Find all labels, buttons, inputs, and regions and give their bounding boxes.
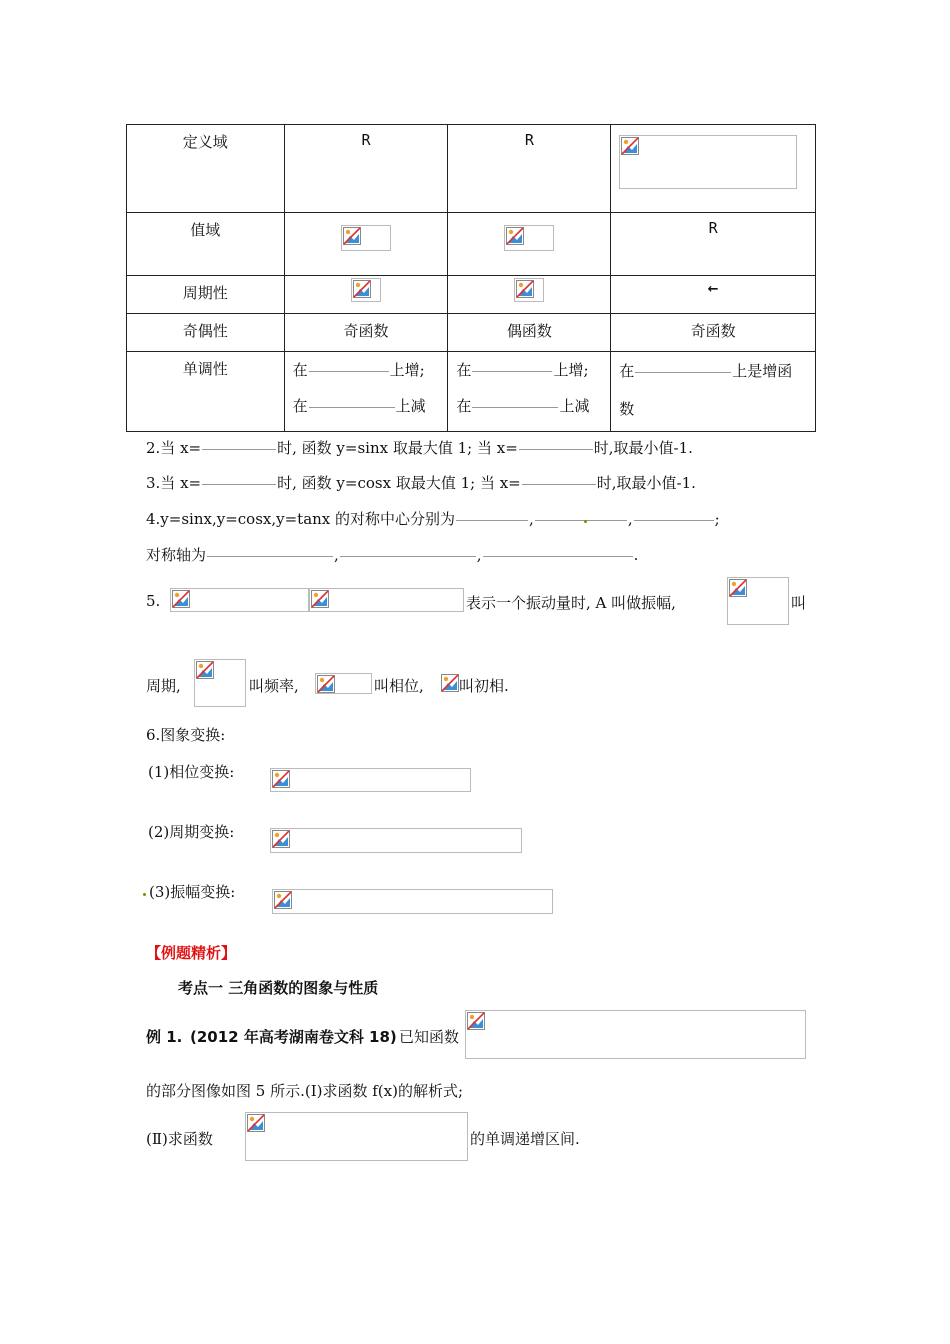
broken-image-icon xyxy=(172,590,190,608)
example-1-part1: 的部分图像如图 5 所示.(Ⅰ)求函数 f(x)的解析式; xyxy=(146,1082,464,1100)
item-6-3: (3)振幅变换: xyxy=(149,883,236,901)
item-2: 2.当 x= 时, 函数 y=sinx 取最大值 1; 当 x= 时,取最小值-1. xyxy=(146,439,693,457)
formula-image-x xyxy=(309,588,464,612)
formula-image-phase xyxy=(315,673,372,694)
example-1-part2-a: (Ⅱ)求函数 xyxy=(146,1130,213,1148)
broken-image-icon xyxy=(343,227,361,245)
broken-image-icon xyxy=(621,137,639,155)
formula-image-phase-shift xyxy=(270,768,471,792)
sin-monotonic: 在 上增; 在 上减 xyxy=(284,352,448,432)
formula-image-function xyxy=(465,1010,806,1059)
formula-image-y xyxy=(170,588,309,612)
broken-image-icon xyxy=(196,661,214,679)
item-4-centers: 4.y=sinx,y=cosx,y=tanx 的对称中心分别为 , , ; xyxy=(146,510,720,528)
item-3: 3.当 x= 时, 函数 y=cosx 取最大值 1; 当 x= 时,取最小值-1. xyxy=(146,474,696,492)
broken-image-icon xyxy=(516,280,534,298)
row-label-monotonic: 单调性 xyxy=(127,352,285,432)
cos-range-formula-image xyxy=(504,225,554,251)
example-1-part2-b: 的单调递增区间. xyxy=(470,1130,580,1148)
tan-parity: 奇函数 xyxy=(611,314,816,352)
row-label-range: 值域 xyxy=(127,213,285,276)
item-5-number: 5. xyxy=(146,592,161,610)
cos-domain: R xyxy=(448,125,611,213)
tan-monotonic: 在 上是增函 数 xyxy=(611,352,816,432)
sin-parity: 奇函数 xyxy=(284,314,448,352)
item-5-frequency: 叫频率, xyxy=(249,677,299,695)
broken-image-icon xyxy=(274,891,292,909)
broken-image-icon xyxy=(506,227,524,245)
trig-properties-table xyxy=(126,124,816,432)
item-6-1: (1)相位变换: xyxy=(148,763,235,781)
stray-dot xyxy=(143,893,146,896)
item-5-period: 周期, xyxy=(146,677,181,695)
item-6-title: 6.图象变换: xyxy=(146,726,226,744)
cos-monotonic: 在 上增; 在 上减 xyxy=(448,352,611,432)
broken-image-icon xyxy=(729,579,747,597)
stray-dot xyxy=(584,520,587,523)
sin-period-cell xyxy=(284,276,448,314)
example-1-text: 已知函数 xyxy=(399,1028,460,1046)
sin-domain: R xyxy=(284,125,448,213)
sin-range-cell xyxy=(284,213,448,276)
broken-image-icon xyxy=(272,830,290,848)
cos-range-cell xyxy=(448,213,611,276)
broken-image-icon xyxy=(247,1114,265,1132)
row-label-domain: 定义域 xyxy=(127,125,285,213)
cos-parity: 偶函数 xyxy=(448,314,611,352)
formula-image-frequency xyxy=(194,659,246,707)
item-5-initial-phase: 叫初相. xyxy=(459,677,509,695)
tan-domain-formula-image xyxy=(619,135,797,189)
item-6-2: (2)周期变换: xyxy=(148,823,235,841)
item-4-axes: 对称轴为 , , . xyxy=(146,546,639,564)
row-label-parity: 奇偶性 xyxy=(127,314,285,352)
broken-image-icon xyxy=(353,280,371,298)
formula-image-initial-phase xyxy=(441,673,459,694)
section-subtitle: 考点一 三角函数的图象与性质 xyxy=(178,979,379,997)
formula-image-period xyxy=(727,577,789,625)
row-label-period: 周期性 xyxy=(127,276,285,314)
cos-period-formula-image xyxy=(514,278,544,302)
item-5-phase: 叫相位, xyxy=(374,677,424,695)
formula-image-amplitude-change xyxy=(272,889,553,914)
broken-image-icon xyxy=(467,1012,485,1030)
tan-period-arrow: ← xyxy=(611,276,816,314)
item-5-text: 表示一个振动量时, A 叫做振幅, xyxy=(466,594,676,612)
broken-image-icon xyxy=(272,770,290,788)
broken-image-icon xyxy=(311,590,329,608)
tan-domain-cell xyxy=(611,125,816,213)
broken-image-icon xyxy=(317,675,335,693)
formula-image-function-g xyxy=(245,1112,468,1161)
example-1-source: (2012 年高考湖南卷文科 18) xyxy=(190,1028,397,1046)
example-1-label: 例 1. xyxy=(146,1028,183,1046)
section-heading: 【例题精析】 xyxy=(146,944,237,962)
item-5-call: 叫 xyxy=(791,594,807,612)
formula-image-period-change xyxy=(270,828,522,853)
sin-range-formula-image xyxy=(341,225,391,251)
broken-image-icon xyxy=(441,674,459,692)
cos-period-cell xyxy=(448,276,611,314)
sin-period-formula-image xyxy=(351,278,381,302)
tan-range: R xyxy=(611,213,816,276)
